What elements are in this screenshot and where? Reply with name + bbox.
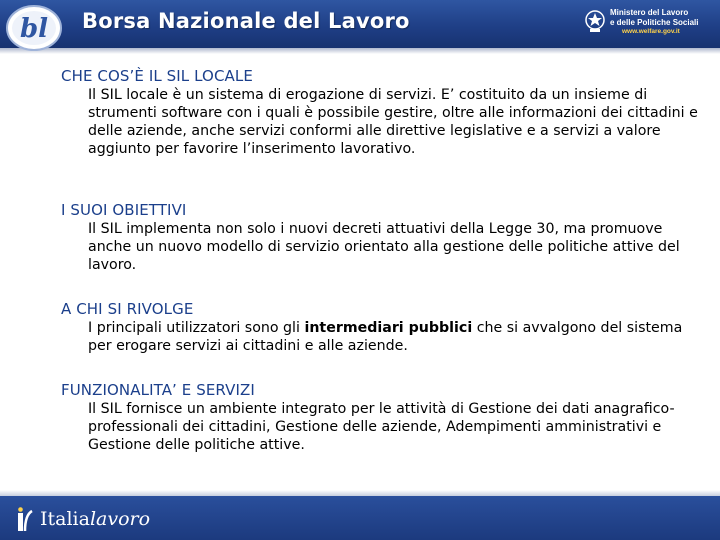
section-heading: CHE COS’È IL SIL LOCALE <box>61 67 253 85</box>
ministry-name-line2: e delle Politiche Sociali <box>610 18 699 27</box>
bl-logo-icon <box>4 2 68 52</box>
ministry-name-line1: Ministero del Lavoro <box>610 8 689 17</box>
section-text <box>88 319 701 355</box>
footer-brand <box>40 508 150 530</box>
section-obiettivi <box>61 201 701 274</box>
section-funzionalita <box>61 381 701 454</box>
ministry-logo[interactable] <box>584 6 714 38</box>
header-shadow <box>0 48 720 54</box>
ministry-url[interactable]: www.welfare.gov.it <box>622 28 680 35</box>
section-text: Il SIL locale è un sistema di erogazione di servizi. E’ costituito da un insieme di strumenti software con i quali è possibile gestire, oltre alle informazioni dei cittadini e delle aziende, anche servizi conformi alle direttive legislative e a servizi a valore aggiunto per favorire l’inserimento lavorativo. <box>88 87 698 157</box>
section-sil-locale <box>61 67 701 158</box>
section-heading: A CHI SI RIVOLGE <box>61 300 194 318</box>
section-text: Il SIL fornisce un ambiente integrato per le attività di Gestione dei dati anagrafico-professionali dei cittadini, Gestione delle aziende, Adempimenti amministrativi e Gestione delle politiche attive. <box>88 401 675 453</box>
emblem-icon <box>584 8 606 34</box>
section-heading: I SUOI OBIETTIVI <box>61 201 187 219</box>
logo-text: bl <box>19 14 49 44</box>
brand-part1: Italia <box>40 508 90 530</box>
section-destinatari <box>61 300 701 355</box>
highlight-text: intermediari pubblici <box>304 320 473 336</box>
section-heading: FUNZIONALITA’ E SERVIZI <box>61 381 255 399</box>
brand-part2: lavoro <box>89 508 151 530</box>
text-after: che si avvalgono del sistema per erogare servizi ai cittadini e alle aziende. <box>88 320 683 354</box>
ministry-name <box>610 8 716 28</box>
italialavoro-logo-icon <box>16 507 34 533</box>
text-before: I principali utilizzatori sono gli <box>88 320 305 336</box>
page-title: Borsa Nazionale del Lavoro <box>82 9 410 33</box>
section-text: Il SIL implementa non solo i nuovi decreti attuativi della Legge 30, ma promuove anche un nuovo modello di servizio orientato alla gestione delle politiche attive del lavoro. <box>88 221 680 273</box>
